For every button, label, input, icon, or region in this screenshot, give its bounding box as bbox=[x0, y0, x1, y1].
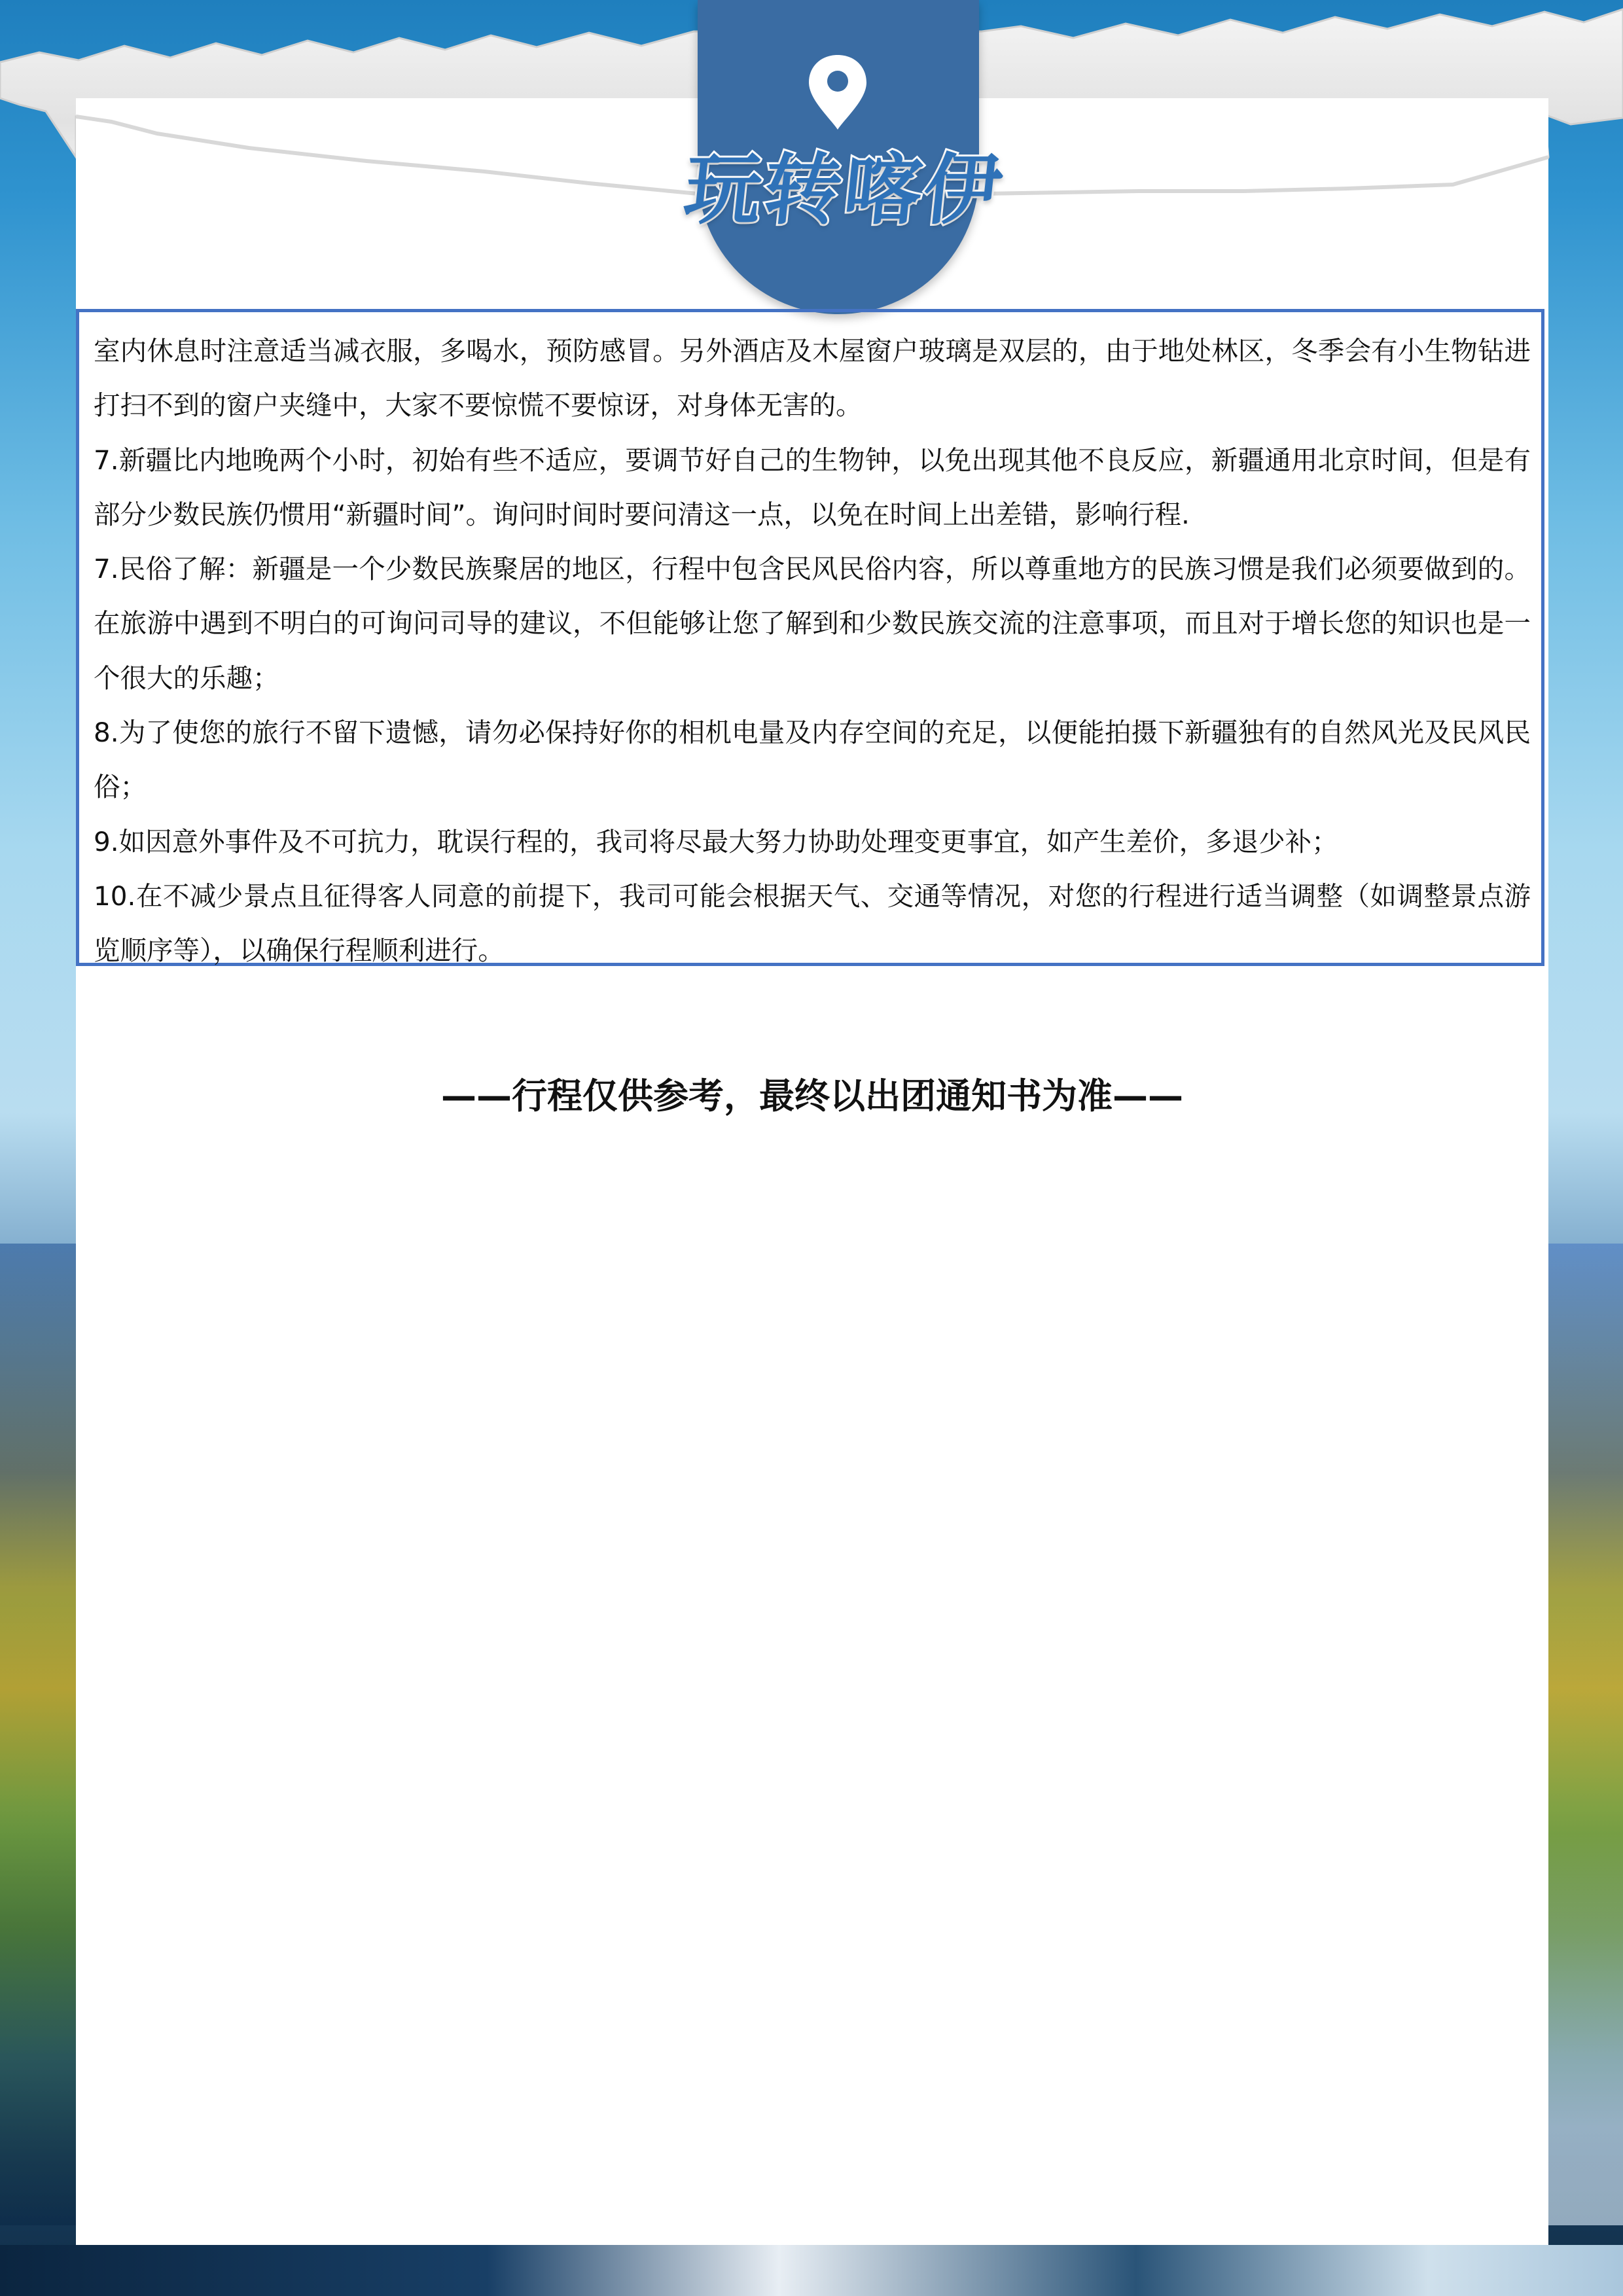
note-paragraph: 9.如因意外事件及不可抗力，耽误行程的，我司将尽最大努力协助处理变更事宜，如产生差价，多退少补； bbox=[94, 825, 1338, 857]
note-paragraph: 8.为了使您的旅行不留下遗憾，请勿必保持好你的相机电量及内存空间的充足，以便能拍摄下新疆独有的自然风光及民风民俗； bbox=[94, 717, 1531, 803]
notes-box bbox=[76, 309, 1544, 966]
itinerary-disclaimer: ——行程仅供参考，最终以出团通知书为准—— bbox=[441, 1075, 1183, 1117]
note-paragraph: 10.在不减少景点且征得客人同意的前提下，我司可能会根据天气、交通等情况，对您的行程进行适当调整（如调整景点游览顺序等），以确保行程顺利进行。 bbox=[94, 880, 1531, 967]
note-paragraph: 室内休息时注意适当减衣服，多喝水，预防感冒。另外酒店及木屋窗户玻璃是双层的，由于地处林区，冬季会有小生物钻进打扫不到的窗户夹缝中，大家不要惊慌不要惊讶，对身体无害的。 bbox=[94, 335, 1531, 422]
note-paragraph: 7.民俗了解：新疆是一个少数民族聚居的地区，行程中包含民风民俗内容，所以尊重地方的民族习惯是我们必须要做到的。在旅游中遇到不明白的可询问司导的建议，不但能够让您了解到和少数民族交流的注意事项，而且对于增长您的知识也是一个很大的乐趣； bbox=[94, 553, 1531, 694]
location-pin-icon bbox=[804, 52, 872, 134]
background-bottom-scenery bbox=[0, 2245, 1623, 2296]
note-paragraph: 7.新疆比内地晚两个小时，初始有些不适应，要调节好自己的生物钟，以免出现其他不良反应，新疆通用北京时间，但是有部分少数民族仍惯用“新疆时间”。询问时间时要问清这一点，以免在时间上出差错，影响行程. bbox=[94, 444, 1531, 530]
brand-title: 玩转喀伊 bbox=[679, 145, 1009, 235]
